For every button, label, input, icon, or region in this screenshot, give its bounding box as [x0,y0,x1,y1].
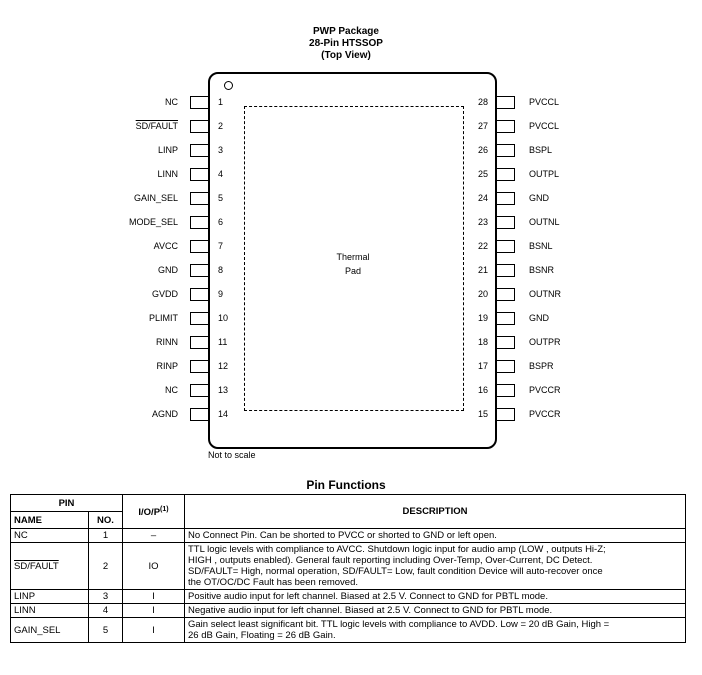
pin-lead [190,264,208,277]
pin-number: 9 [218,289,224,299]
pin-number: 23 [477,217,488,227]
table-row [11,529,686,543]
pin-number: 18 [477,337,488,347]
pin-number: 14 [218,409,229,419]
pin-name: SD/FAULT [135,121,178,131]
pin-name: GND [529,313,549,323]
cell-description: Positive audio input for left channel. Biased at 2.5 V. Connect to GND for PBTL mode. [185,590,686,604]
table-title: Pin Functions [306,478,386,492]
pin-name: GND [158,265,178,275]
pin-lead [190,384,208,397]
package-subtitle: 28-Pin HTSSOP [309,38,383,49]
pin-lead [497,288,515,301]
table-row [11,618,686,643]
pin-number: 3 [218,145,224,155]
pin-lead [497,120,515,133]
cell-name: GAIN_SEL [11,618,89,643]
pin-number: 11 [218,337,228,347]
table-row [11,543,686,590]
pin-name: PLIMIT [148,313,178,323]
pin-number: 13 [218,385,229,395]
pin-number: 6 [218,217,224,227]
cell-name: NC [11,529,89,543]
pin-name: GVDD [151,289,178,299]
scale-note: Not to scale [208,450,256,460]
cell-io: I [123,618,185,643]
pin-number: 15 [477,409,488,419]
table-row [11,590,686,604]
pin-lead [190,120,208,133]
pin-lead [497,216,515,229]
pin-name: LINP [157,145,178,155]
pin-number: 26 [477,145,488,155]
pin-lead [190,408,208,421]
pin-lead [190,336,208,349]
header-io: $I/O/P^{(1)}$ [123,495,185,529]
pin-lead [190,288,208,301]
pin-name: MODE_SEL [128,217,178,227]
header-no: NO. [89,512,123,529]
pin-lead [190,360,208,373]
pin-number: 28 [477,97,488,107]
cell-io: IO [123,543,185,590]
cell-no: 5 [89,618,123,643]
pin-number: 16 [477,385,488,395]
pin-lead [190,240,208,253]
pin-name: RINN [156,337,178,347]
cell-name: LINN [11,604,89,618]
pin-name: OUTNL [529,217,560,227]
cell-io: – [123,529,185,543]
cell-name: SD/FAULT [11,543,89,590]
pin-lead [497,96,515,109]
pin-number: 12 [218,361,229,371]
pin-number: 19 [477,313,488,323]
pin-lead [497,168,515,181]
cell-no: 2 [89,543,123,590]
pin-number: 1 [218,97,224,107]
thermal-pad-label: Thermal [336,252,370,262]
thermal-pad-label: Pad [344,266,361,276]
package-view: (Top View) [321,50,371,61]
pin-name: PVCCL [529,121,560,131]
pin-lead [190,96,208,109]
pin-number: 7 [218,241,224,251]
pin-name: PVCCR [529,385,561,395]
pin-name: GAIN_SEL [133,193,178,203]
pin-number: 20 [477,289,488,299]
pin-number: 22 [477,241,488,251]
pin-lead [497,240,515,253]
package-title: PWP Package [313,26,379,37]
pin-name: AGND [151,409,178,419]
cell-description: TTL logic levels with compliance to AVCC. Shutdown logic input for audio amp (LOW , outputs Hi-Z; HIGH , outputs enabled). General fault reporting including Over-Temp, Over-Current, DC Detect. SD/FAULT= High, normal operation, SD/FAULT= Low, fault condition Device will auto-recover once the OT/OC/DC Fault has been removed. [185,543,686,590]
pin-functions-table [10,494,686,643]
pin-lead [190,216,208,229]
pin-lead [190,312,208,325]
cell-io: I [123,604,185,618]
pin-name: NC [165,97,178,107]
pin-number: 25 [477,169,488,179]
pin-name: OUTPR [529,337,561,347]
pin-lead [497,384,515,397]
pin-lead [497,408,515,421]
pin-name: BSNR [529,265,555,275]
cell-description: Gain select least significant bit. TTL logic levels with compliance to AVDD. Low = 20 dB Gain, High = 26 dB Gain, Floating = 26 dB Gain. [185,618,686,643]
cell-name: LINP [11,590,89,604]
table-row [11,604,686,618]
cell-no: 3 [89,590,123,604]
pin-number: 21 [477,265,488,275]
pin-lead [497,360,515,373]
pin-number: 10 [218,313,229,323]
cell-description: No Connect Pin. Can be shorted to PVCC or shorted to GND or left open. [185,529,686,543]
pin-name: BSPR [529,361,554,371]
pin-name: PVCCL [529,97,560,107]
pin-name: LINN [157,169,178,179]
cell-description: Negative audio input for left channel. Biased at 2.5 V. Connect to GND for PBTL mode. [185,604,686,618]
cell-io: I [123,590,185,604]
pin-lead [497,264,515,277]
pin-number: 27 [477,121,488,131]
pin-name: OUTPL [529,169,560,179]
cell-no: 4 [89,604,123,618]
pin-number: 4 [218,169,224,179]
pin-name: GND [529,193,549,203]
pin-name: AVCC [153,241,178,251]
pin-number: 17 [477,361,488,371]
pin-lead [497,192,515,205]
header-name: NAME [11,512,89,529]
pin-lead [497,144,515,157]
header-pin: PIN [11,495,123,512]
pin-name: PVCCR [529,409,561,419]
pin-number: 8 [218,265,224,275]
pin-number: 2 [218,121,224,131]
pin-lead [497,312,515,325]
pin-lead [190,192,208,205]
cell-no: 1 [89,529,123,543]
pin-number: 24 [477,193,488,203]
header-description: DESCRIPTION [185,495,686,529]
pin-name: NC [165,385,178,395]
pin-name: RINP [156,361,178,371]
pin-name: BSPL [529,145,553,155]
pin-lead [497,336,515,349]
pin-lead [190,144,208,157]
pin-lead [190,168,208,181]
pin1-marker-icon [224,81,233,90]
pin-name: OUTNR [529,289,561,299]
pin-name: BSNL [529,241,553,251]
pin-number: 5 [218,193,224,203]
